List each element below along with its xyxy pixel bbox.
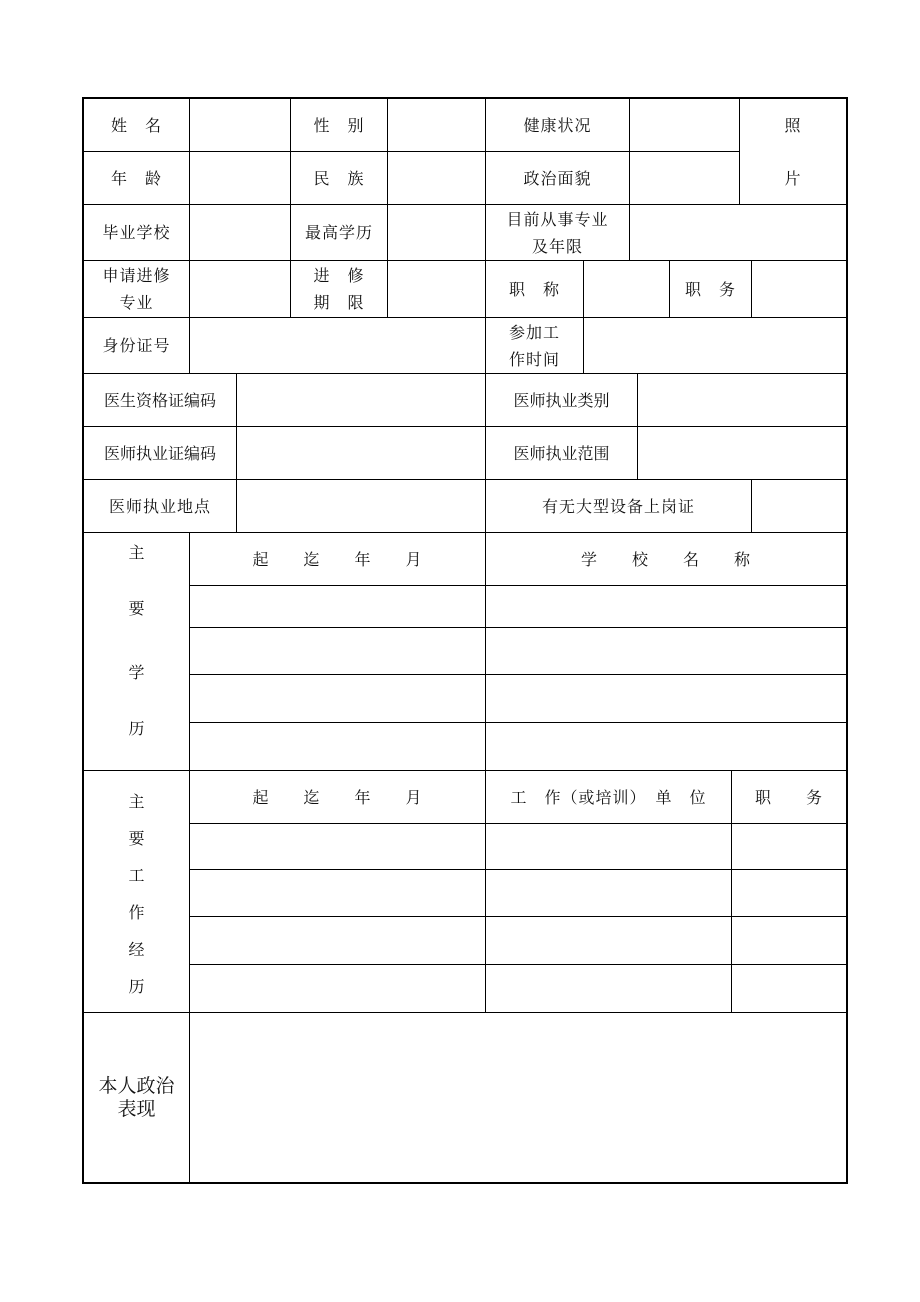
label-study-major bbox=[84, 261, 189, 317]
work-section-char-5: 经 bbox=[128, 940, 145, 959]
label-study-period-line2: 期 限 bbox=[313, 293, 365, 312]
label-equipment-cert: 有无大型设备上岗证 bbox=[541, 496, 695, 516]
practice-scope-input-cell[interactable] bbox=[638, 427, 846, 479]
label-current-major bbox=[486, 205, 629, 260]
work-row-1[interactable] bbox=[190, 824, 846, 869]
position-input-cell[interactable] bbox=[752, 261, 846, 317]
work-section-char-6: 历 bbox=[128, 977, 145, 996]
practice-location-input-cell[interactable] bbox=[237, 480, 485, 532]
title-input-cell[interactable] bbox=[584, 261, 669, 317]
edu-row-4[interactable] bbox=[190, 723, 846, 770]
edu-row-2[interactable] bbox=[190, 628, 846, 674]
label-qualification-cert: 医生资格证编码 bbox=[103, 390, 216, 410]
edu-col-period: 起 迄 年 月 bbox=[252, 549, 423, 569]
label-name: 姓 名 bbox=[110, 115, 162, 135]
school-input-cell[interactable] bbox=[190, 205, 290, 260]
label-school: 毕业学校 bbox=[102, 223, 171, 242]
label-ethnicity: 民 族 bbox=[313, 168, 365, 188]
label-practice-category: 医师执业类别 bbox=[513, 390, 610, 410]
label-study-major-line1: 申请进修 bbox=[102, 266, 171, 285]
label-study-major-line2: 专业 bbox=[119, 293, 154, 312]
name-input-cell[interactable] bbox=[190, 99, 290, 151]
equipment-cert-input-cell[interactable] bbox=[752, 480, 846, 532]
work-section-char-1: 主 bbox=[128, 792, 145, 811]
edu-row-1[interactable] bbox=[190, 586, 846, 627]
qualification-cert-input-cell[interactable] bbox=[237, 374, 485, 426]
current-major-input-cell[interactable] bbox=[630, 205, 846, 260]
work-row-3[interactable] bbox=[190, 917, 846, 964]
label-study-period bbox=[291, 261, 387, 317]
work-row-2[interactable] bbox=[190, 870, 846, 916]
label-current-major-line1: 目前从事专业 bbox=[506, 209, 609, 229]
label-political-status: 政治面貌 bbox=[523, 168, 592, 188]
label-political-performance bbox=[84, 1013, 189, 1183]
ethnicity-input-cell[interactable] bbox=[388, 152, 485, 204]
label-gender: 性 别 bbox=[313, 115, 365, 135]
label-id-number: 身份证号 bbox=[102, 336, 171, 355]
work-section-char-4: 作 bbox=[128, 903, 145, 922]
political-performance-input-cell[interactable] bbox=[190, 1013, 846, 1183]
health-input-cell[interactable] bbox=[630, 99, 739, 151]
work-start-input-cell[interactable] bbox=[584, 318, 846, 373]
label-health: 健康状况 bbox=[523, 115, 592, 135]
practice-category-input-cell[interactable] bbox=[638, 374, 846, 426]
education-input-cell[interactable] bbox=[388, 205, 485, 260]
practice-cert-input-cell[interactable] bbox=[237, 427, 485, 479]
label-political-performance-line2: 表现 bbox=[117, 1098, 156, 1120]
study-period-input-cell[interactable] bbox=[388, 261, 485, 317]
label-practice-cert: 医师执业证编码 bbox=[103, 443, 216, 463]
edu-section-char-1: 主 bbox=[128, 543, 145, 562]
label-work-start-line2: 作时间 bbox=[508, 349, 560, 369]
label-practice-scope: 医师执业范围 bbox=[513, 443, 610, 463]
edu-section-char-4: 历 bbox=[128, 719, 145, 738]
label-political-performance-line1: 本人政治 bbox=[98, 1075, 175, 1097]
edu-section-char-3: 学 bbox=[128, 663, 145, 682]
edu-row-3[interactable] bbox=[190, 675, 846, 722]
label-work-start bbox=[486, 318, 583, 373]
edu-section-char-2: 要 bbox=[128, 599, 145, 618]
photo-label-2: 片 bbox=[784, 168, 802, 188]
label-current-major-line2: 及年限 bbox=[531, 236, 583, 256]
label-position: 职 务 bbox=[684, 279, 736, 299]
work-section-char-2: 要 bbox=[128, 829, 145, 848]
work-col-period: 起 迄 年 月 bbox=[252, 787, 423, 807]
political-status-input-cell[interactable] bbox=[630, 152, 739, 204]
label-title: 职 称 bbox=[508, 279, 560, 299]
label-study-period-line1: 进 修 bbox=[313, 266, 365, 285]
study-major-input-cell[interactable] bbox=[190, 261, 290, 317]
work-col-position: 职 务 bbox=[754, 787, 823, 807]
label-age: 年 龄 bbox=[110, 168, 162, 188]
work-section-char-3: 工 bbox=[128, 866, 145, 885]
label-work-start-line1: 参加工 bbox=[508, 322, 560, 342]
work-row-4[interactable] bbox=[190, 965, 846, 1012]
label-practice-location: 医师执业地点 bbox=[108, 496, 211, 516]
photo-label-1: 照 bbox=[784, 115, 802, 135]
edu-col-school: 学 校 名 称 bbox=[580, 549, 751, 569]
age-input-cell[interactable] bbox=[190, 152, 290, 204]
gender-input-cell[interactable] bbox=[388, 99, 485, 151]
label-education: 最高学历 bbox=[304, 223, 373, 242]
work-col-unit: 工 作（或培训） 单 位 bbox=[510, 787, 707, 807]
id-number-input-cell[interactable] bbox=[190, 318, 485, 373]
